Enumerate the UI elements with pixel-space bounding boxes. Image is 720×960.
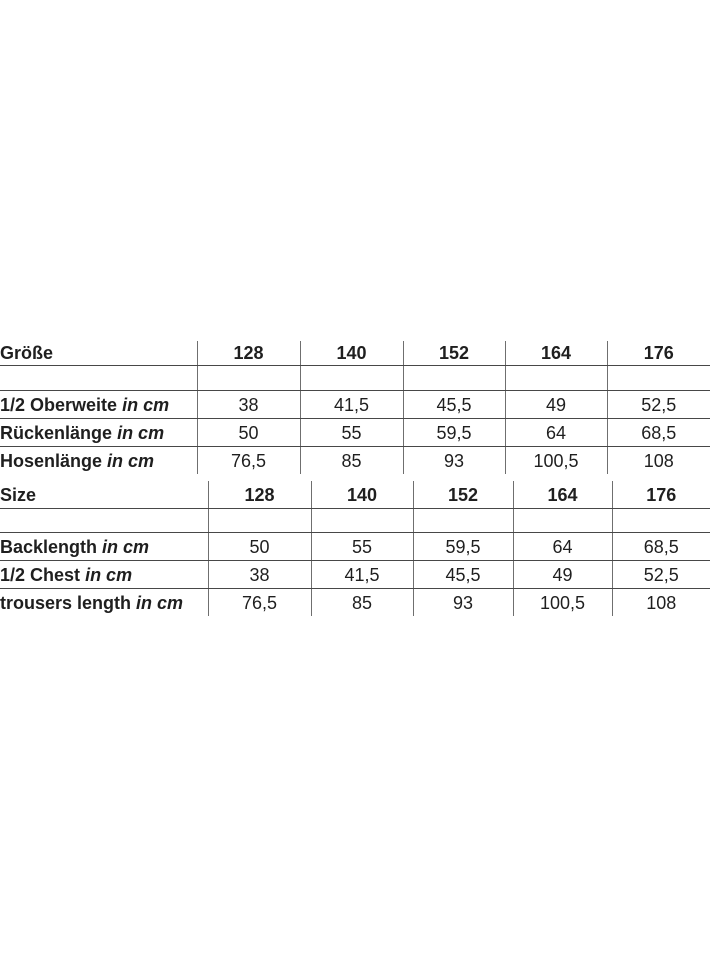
size-column-header: 128 [197,341,300,366]
row-label [0,447,197,475]
spacer-cell [0,366,197,391]
cell-value: 52,5 [612,561,710,589]
measure-name: 1/2 Chest [0,564,81,585]
cell-value: 100,5 [505,447,607,475]
table-header-label: Größe [0,341,197,366]
cell-value: 93 [403,447,505,475]
spacer-cell [505,366,607,391]
size-column-header: 152 [413,481,513,509]
cell-value: 38 [208,561,311,589]
cell-value: 55 [300,419,403,447]
cell-value: 52,5 [607,391,710,419]
spacer-cell [300,366,403,391]
size-column-header: 164 [505,341,607,366]
measure-name: Hosenlänge [0,450,103,471]
measure-name: Backlength [0,536,98,557]
size-column-header: 152 [403,341,505,366]
row-label [0,589,208,617]
size-column-header: 128 [208,481,311,509]
table-row [0,419,710,447]
size-column-header: 176 [607,341,710,366]
size-column-header: 164 [513,481,612,509]
table-row [0,589,710,617]
cell-value: 59,5 [413,533,513,561]
spacer-cell [197,366,300,391]
row-label [0,561,208,589]
spacer-cell [0,509,208,533]
table-header-label: Size [0,481,208,509]
cell-value: 76,5 [197,447,300,475]
spacer-cell [403,366,505,391]
size-column-header: 176 [612,481,710,509]
cell-value: 38 [197,391,300,419]
table-row-spacer [0,509,710,533]
table-row [0,447,710,475]
measure-unit: in cm [102,536,150,557]
spacer-cell [612,509,710,533]
cell-value: 85 [311,589,413,617]
cell-value: 45,5 [403,391,505,419]
size-table-english [0,481,710,616]
row-label [0,419,197,447]
table-row [0,391,710,419]
table-row-header [0,481,710,509]
cell-value: 68,5 [607,419,710,447]
spacer-cell [513,509,612,533]
spacer-cell [311,509,413,533]
cell-value: 41,5 [300,391,403,419]
table-row [0,533,710,561]
cell-value: 45,5 [413,561,513,589]
measure-unit: in cm [107,450,155,471]
measure-unit: in cm [122,394,170,415]
cell-value: 59,5 [403,419,505,447]
cell-value: 68,5 [612,533,710,561]
cell-value: 85 [300,447,403,475]
table-row-spacer [0,366,710,391]
spacer-cell [208,509,311,533]
cell-value: 41,5 [311,561,413,589]
cell-value: 64 [505,419,607,447]
table-row [0,561,710,589]
cell-value: 108 [607,447,710,475]
cell-value: 76,5 [208,589,311,617]
cell-value: 49 [513,561,612,589]
cell-value: 50 [208,533,311,561]
measure-unit: in cm [117,422,165,443]
size-table-german [0,341,710,474]
cell-value: 108 [612,589,710,617]
spacer-cell [607,366,710,391]
measure-name: 1/2 Oberweite [0,394,118,415]
cell-value: 64 [513,533,612,561]
cell-value: 49 [505,391,607,419]
table-row-header [0,341,710,366]
measure-unit: in cm [136,592,184,613]
measure-name: Rückenlänge [0,422,113,443]
measure-name: trousers length [0,592,132,613]
cell-value: 50 [197,419,300,447]
cell-value: 100,5 [513,589,612,617]
row-label [0,533,208,561]
spacer-cell [413,509,513,533]
cell-value: 55 [311,533,413,561]
row-label [0,391,197,419]
size-column-header: 140 [311,481,413,509]
size-column-header: 140 [300,341,403,366]
measure-unit: in cm [85,564,133,585]
cell-value: 93 [413,589,513,617]
